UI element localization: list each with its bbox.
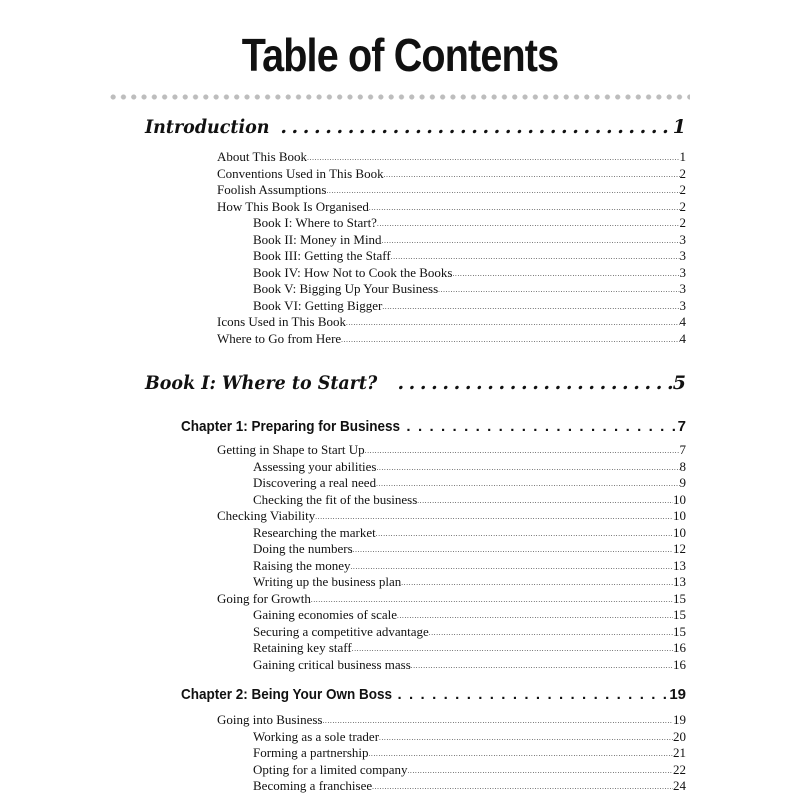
toc-entry[interactable] <box>253 640 686 656</box>
dot-leader <box>406 418 677 435</box>
toc-part-label: Introduction <box>145 116 270 138</box>
toc-entry-label: Securing a competitive advantage <box>253 624 429 639</box>
toc-entry-label: Doing the numbers <box>253 541 353 556</box>
toc-page-number: 1 <box>672 116 686 138</box>
toc-page-number: 21 <box>673 745 686 760</box>
toc-entry[interactable] <box>253 729 686 745</box>
toc-page-number: 13 <box>673 558 686 573</box>
toc-entry[interactable] <box>253 298 686 314</box>
dot-leader <box>365 447 680 455</box>
dot-leader <box>376 480 679 488</box>
toc-entry-label: Researching the market <box>253 525 376 540</box>
toc-page-number: 5 <box>672 372 686 394</box>
toc-entry-label: Book III: Getting the Staff <box>253 248 391 263</box>
toc-page-number: 7 <box>677 418 686 435</box>
dot-leader <box>307 154 679 162</box>
toc-entry-label: Icons Used in This Book <box>217 314 347 329</box>
toc-entry[interactable] <box>217 508 686 524</box>
toc-page-number: 10 <box>673 492 686 507</box>
dot-leader <box>401 579 673 587</box>
toc-entry-label: Going for Growth <box>217 591 311 606</box>
toc-entry-label: About This Book <box>217 149 308 164</box>
toc-page-number: 20 <box>673 729 686 744</box>
dot-leader <box>438 286 679 294</box>
toc-entry[interactable] <box>253 248 686 264</box>
dot-leader <box>326 187 679 195</box>
toc-entry[interactable] <box>253 475 686 491</box>
toc-chapter-2[interactable] <box>181 686 686 708</box>
toc-page-number: 2 <box>679 199 686 214</box>
dot-leader <box>411 662 673 670</box>
dot-leader <box>452 270 679 278</box>
toc-page-number: 12 <box>673 541 686 556</box>
toc-entry[interactable] <box>217 591 686 607</box>
toc-entry-label: Book II: Money in Mind <box>253 232 382 247</box>
toc-chapter-label: Chapter 2: Being Your Own Boss <box>181 686 393 703</box>
dot-leader <box>280 116 672 138</box>
toc-entry[interactable] <box>217 182 686 198</box>
dot-leader <box>315 513 673 521</box>
dot-leader <box>397 612 673 620</box>
toc-entry-label: How This Book Is Organised <box>217 199 369 214</box>
toc-page-number: 10 <box>673 525 686 540</box>
toc-entry-label: Book V: Bigging Up Your Business <box>253 281 439 296</box>
dot-leader <box>377 464 680 472</box>
toc-page-number: 24 <box>673 778 686 793</box>
dot-leader <box>346 319 679 327</box>
toc-entry-label: Checking Viability <box>217 508 316 523</box>
toc-entry-label: Becoming a franchisee <box>253 778 373 793</box>
dot-leader <box>369 750 673 758</box>
dot-leader <box>322 717 673 725</box>
toc-page-number: 19 <box>669 686 686 703</box>
dot-leader <box>408 767 673 775</box>
toc-page-number: 3 <box>679 232 686 247</box>
toc-part-book1[interactable] <box>145 372 686 400</box>
toc-page-number: 2 <box>679 215 686 230</box>
toc-entry[interactable] <box>253 574 686 590</box>
toc-entry-label: Checking the fit of the business <box>253 492 418 507</box>
toc-entry-label: Writing up the business plan <box>253 574 402 589</box>
dot-leader <box>311 596 673 604</box>
toc-entry-label: Going into Business <box>217 712 323 727</box>
toc-page-number: 4 <box>679 314 686 329</box>
toc-part-introduction[interactable] <box>145 116 686 144</box>
toc-entry-label: Book IV: How Not to Cook the Books <box>253 265 453 280</box>
toc-page-number: 9 <box>679 475 686 490</box>
toc-entry[interactable] <box>253 525 686 541</box>
dot-leader <box>391 253 680 261</box>
toc-entry-label: Opting for a limited company <box>253 762 408 777</box>
toc-page-number: 13 <box>673 574 686 589</box>
toc-page-number: 16 <box>673 657 686 672</box>
toc-entry[interactable] <box>253 541 686 557</box>
toc-entry[interactable] <box>253 558 686 574</box>
toc-page-number: 3 <box>679 298 686 313</box>
toc-entry[interactable] <box>253 607 686 623</box>
dotted-divider <box>108 94 690 100</box>
toc-part-label: Book I: Where to Start? <box>145 372 378 394</box>
toc-entry[interactable] <box>217 314 686 330</box>
toc-page-number: 22 <box>673 762 686 777</box>
dot-leader <box>353 546 673 554</box>
toc-page-number: 15 <box>673 624 686 639</box>
toc-page-number: 15 <box>673 591 686 606</box>
dot-leader <box>397 372 672 394</box>
toc-entry[interactable] <box>217 199 686 215</box>
toc-entry-label: Forming a partnership <box>253 745 369 760</box>
toc-entry[interactable] <box>217 712 686 728</box>
page-title: Table of Contents <box>241 29 559 81</box>
dot-leader <box>341 336 679 344</box>
toc-entry-label: Raising the money <box>253 558 351 573</box>
toc-entry[interactable] <box>253 745 686 761</box>
toc-entry-label: Book VI: Getting Bigger <box>253 298 383 313</box>
toc-entry[interactable] <box>253 459 686 475</box>
toc-chapter-1[interactable] <box>181 418 686 440</box>
toc-page-number: 3 <box>679 281 686 296</box>
toc-entry[interactable] <box>253 624 686 640</box>
dot-leader <box>384 171 680 179</box>
toc-page-number: 19 <box>673 712 686 727</box>
toc-entry[interactable] <box>253 265 686 281</box>
dot-leader <box>377 220 680 228</box>
toc-page-number: 8 <box>679 459 686 474</box>
toc-entry[interactable] <box>253 232 686 248</box>
toc-page-number: 2 <box>679 182 686 197</box>
toc-entry-label: Gaining critical business mass <box>253 657 411 672</box>
toc-entry-label: Assessing your abilities <box>253 459 377 474</box>
toc-page-number: 1 <box>679 149 686 164</box>
toc-entry[interactable] <box>253 778 686 794</box>
toc-entry[interactable] <box>217 331 686 347</box>
toc-entry[interactable] <box>217 149 686 165</box>
toc-page-number: 16 <box>673 640 686 655</box>
toc-entry[interactable] <box>253 215 686 231</box>
toc-entry[interactable] <box>217 166 686 182</box>
toc-entry[interactable] <box>253 657 686 673</box>
dot-leader <box>352 645 673 653</box>
dot-leader <box>429 629 673 637</box>
toc-page-number: 10 <box>673 508 686 523</box>
toc-entry-label: Retaining key staff <box>253 640 352 655</box>
toc-page-number: 15 <box>673 607 686 622</box>
toc-entry-label: Foolish Assumptions <box>217 182 327 197</box>
toc-page-number: 3 <box>679 248 686 263</box>
toc-page-number: 2 <box>679 166 686 181</box>
dot-leader <box>376 530 673 538</box>
toc-entry[interactable] <box>217 442 686 458</box>
toc-entry-label: Gaining economies of scale <box>253 607 398 622</box>
dot-leader <box>382 237 680 245</box>
dot-leader <box>417 497 673 505</box>
toc-entry[interactable] <box>253 281 686 297</box>
dot-leader <box>351 563 674 571</box>
dot-leader <box>397 686 669 703</box>
toc-entry[interactable] <box>253 762 686 778</box>
toc-page-number: 7 <box>679 442 686 457</box>
dot-leader <box>379 734 673 742</box>
dot-leader <box>369 204 680 212</box>
toc-entry[interactable] <box>253 492 686 508</box>
toc-chapter-label: Chapter 1: Preparing for Business <box>181 418 401 435</box>
toc-entry-label: Conventions Used in This Book <box>217 166 384 181</box>
toc-page-number: 3 <box>679 265 686 280</box>
dot-leader <box>382 303 679 311</box>
toc-entry-label: Working as a sole trader <box>253 729 380 744</box>
toc-page-number: 4 <box>679 331 686 346</box>
dot-leader <box>372 783 673 791</box>
toc-entry-label: Discovering a real need <box>253 475 377 490</box>
toc-entry-label: Getting in Shape to Start Up <box>217 442 365 457</box>
toc-entry-label: Book I: Where to Start? <box>253 215 377 230</box>
toc-entry-label: Where to Go from Here <box>217 331 342 346</box>
